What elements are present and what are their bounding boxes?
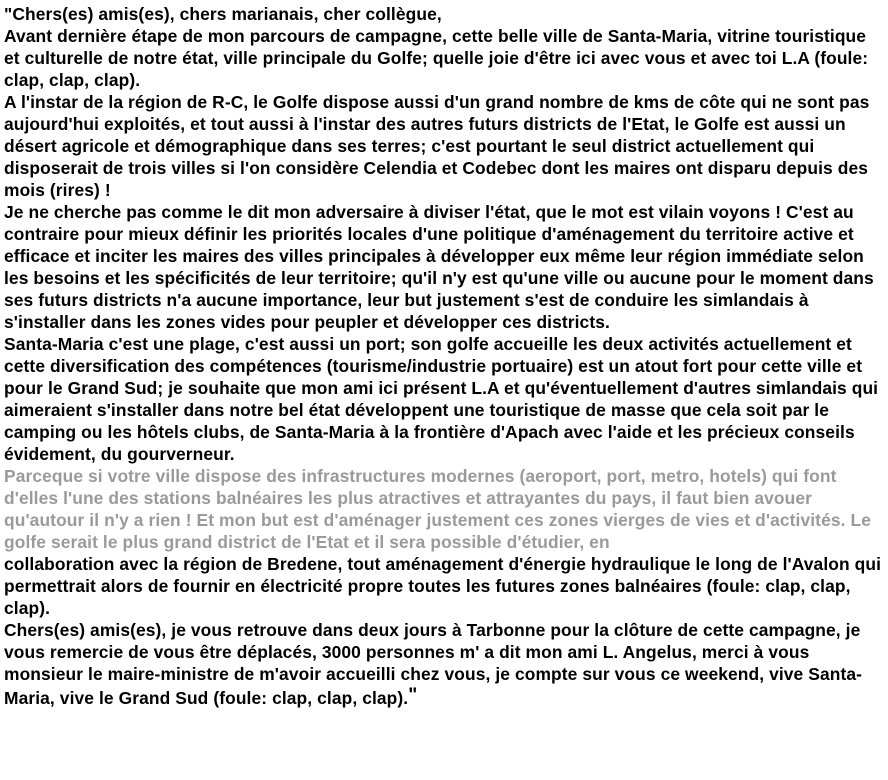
- paragraph-closing: [4, 619, 884, 709]
- paragraph-hydraulique: collaboration avec la région de Bredene, tout aménagement d'énergie hydraulique le long de l'Avalon qui permettrait alors de fournir en électricité propre toutes les futures zones balnéaires (foule: clap, clap, clap).: [4, 554, 882, 618]
- paragraph-golfe-coast: A l'instar de la région de R-C, le Golfe dispose aussi d'un grand nombre de kms de côte qui ne sont pas aujourd'hui exploités, et tout aussi à l'instar des autres futurs districts de l'Etat, le Golfe est aussi un désert agricole et démographique dans ses terres; c'est pourtant le seul district actuellement qui disposerait de trois villes si l'on considère Celendia et Codebec dont les maires ont disparu depuis des mois (rires) !: [4, 92, 870, 200]
- paragraph-santa-maria: Santa-Maria c'est une plage, c'est aussi un port; son golfe accueille les deux activités actuellement et cette diversification des compétences (tourisme/industrie portuaire) est un atout fort pour cette ville et pour le Grand Sud; je souhaite que mon ami ici présent L.A et qu'éventuellement d'autres simlandais qui aimeraient s'installer dans notre bel état développent une touristique de masse que cela soit par le camping ou les hôtels clubs, de Santa-Maria à la frontière d'Apach avec l'aide et les précieux conseils évidement, du gourverneur.: [4, 334, 879, 464]
- paragraph-greeting: "Chers(es) amis(es), chers marianais, cher collègue,: [4, 4, 442, 24]
- closing-text: Chers(es) amis(es), je vous retrouve dans deux jours à Tarbonne pour la clôture de cette campagne, je vous remercie de vous être déplacés, 3000 personnes m' a dit mon ami L. Angelus, merci à vous monsieur le maire-ministre de m'avoir accueilli chez vous, je compte sur vous ce weekend, vive Santa-Maria, vive le Grand Sud (foule: clap, clap, clap).: [4, 620, 863, 708]
- paragraph-intro: Avant dernière étape de mon parcours de campagne, cette belle ville de Santa-Maria, vitrine touristique et culturelle de notre état, ville principale du Golfe; quelle joie d'être ici avec vous et avec toi L.A (foule: clap, clap, clap).: [4, 26, 869, 90]
- paragraph-districts: Je ne cherche pas comme le dit mon adversaire à diviser l'état, que le mot est vilain voyons ! C'est au contraire pour mieux définir les priorités locales d'une politique d'aménagement du territoire active et efficace et inciter les maires des villes principales à développer eux même leur région immédiate selon les besoins et les spécificités de leur territoire; qu'il n'y est qu'une ville ou aucune pour le moment dans ses futurs districts n'a aucune importance, leur but justement s'est de conduire les simlandais à s'installer dans les zones vides pour peupler et développer ces districts.: [4, 202, 874, 332]
- closing-quote: ": [408, 685, 418, 706]
- paragraph-infrastructures: Parceque si votre ville dispose des infrastructures modernes (aeroport, port, metro, hotels) qui font d'elles l'une des stations balnéaires les plus atractives et attrayantes du pays, il faut bien avouer qu'autour il n'y a rien ! Et mon but est d'aménager justement ces zones vierges de vies et d'activités. Le golfe serait le plus grand district de l'Etat et il sera possible d'étudier, en: [4, 466, 871, 552]
- speech-text: [4, 3, 884, 709]
